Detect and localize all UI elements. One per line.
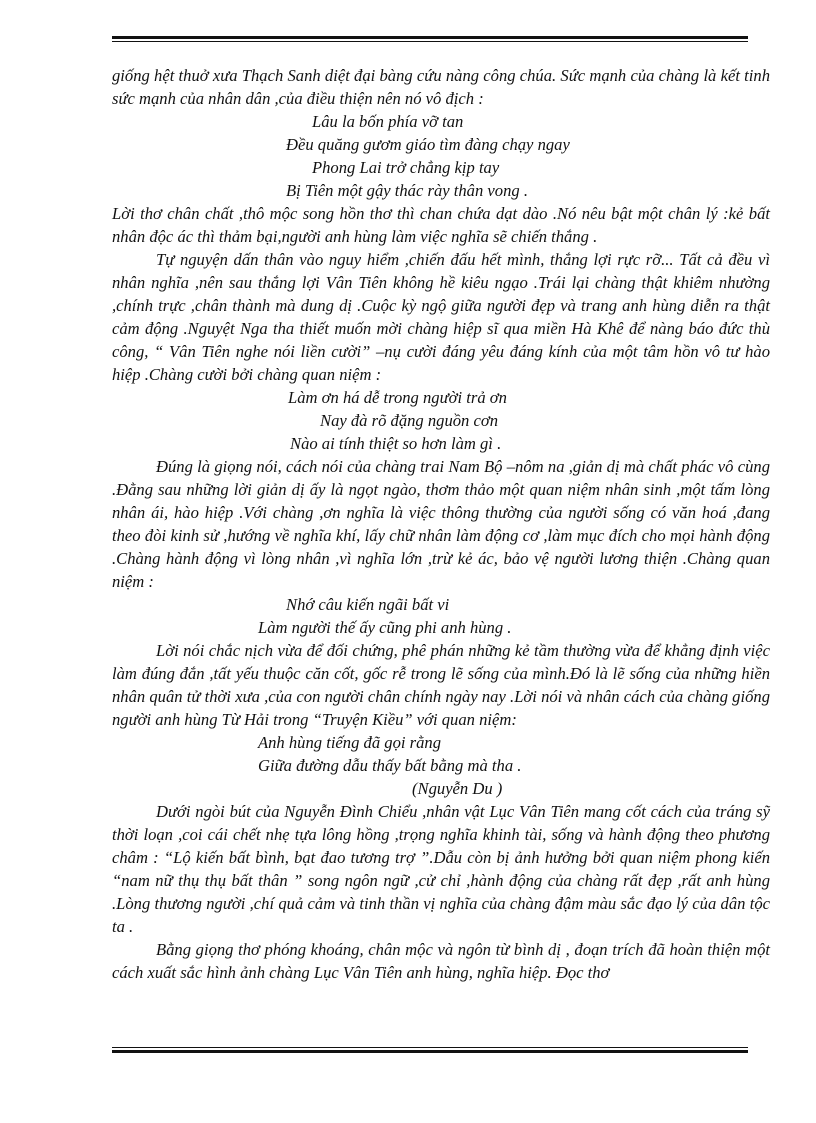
verse-line: Giữa đường dẫu thấy bất bằng mà tha . xyxy=(258,756,522,775)
verse-line: Lâu la bốn phía vỡ tan xyxy=(312,112,464,131)
verse-line: Nào ai tính thiệt so hơn làm gì . xyxy=(290,434,502,453)
footer-rule xyxy=(112,1047,748,1053)
verse-attribution: (Nguyễn Du ) xyxy=(412,779,503,798)
verse-line: Làm người thế ấy cũng phi anh hùng . xyxy=(258,618,512,637)
verse-line: Bị Tiên một gậy thác rày thân vong . xyxy=(286,181,528,200)
paragraph: giống hệt thuở xưa Thạch Sanh diệt đại bàng cứu nàng công chúa. Sức mạnh của chàng là kết tinh sức mạnh của nhân dân ,của điều thiện nên nó vô địch : xyxy=(112,66,770,108)
verse-line: Nay đà rõ đặng nguồn cơn xyxy=(320,411,499,430)
header-rule xyxy=(112,36,748,42)
paragraph: Tự nguyện dấn thân vào nguy hiểm ,chiến đấu hết mình, thắng lợi rực rỡ... Tất cả đều vì nhân nghĩa ,nên sau thắng lợi Vân Tiên không hề kiêu ngạo .Trái lại chàng thật khiêm nhường ,chính trực ,chân thành mà dung dị .Cuộc kỳ ngộ giữa người đẹp và trang anh hùng diễn ra thật cảm động .Nguyệt Nga tha thiết muốn mời chàng hiệp sĩ qua miền Hà Khê để nàng báo đức thù công, “ Vân Tiên nghe nói liền cười” –nụ cười đáng yêu đáng kính của một tâm hồn vô tư hào hiệp .Chàng cười bởi chàng quan niệm : xyxy=(112,250,770,384)
verse-line: Anh hùng tiếng đã gọi rằng xyxy=(258,733,441,752)
paragraph: Dưới ngòi bút của Nguyễn Đình Chiểu ,nhân vật Lục Vân Tiên mang cốt cách của tráng sỹ thời loạn ,coi cái chết nhẹ tựa lông hồng ,trọng nghĩa khinh tài, sống và hành động theo phương châm : “Lộ kiến bất bình, bạt đao tương trợ ”.Dẫu còn bị ảnh hưởng bởi quan niệm phong kiến “nam nữ thụ thụ bất thân ” song ngôn ngữ ,cử chỉ ,hành động của chàng rất đẹp ,rất anh hùng .Lòng thương người ,chí quả cảm và tinh thần vị nghĩa của chàng đậm màu sắc đạo lý của dân tộc ta . xyxy=(112,802,770,936)
verse-line: Phong Lai trở chẳng kịp tay xyxy=(312,158,500,177)
paragraph: Đúng là giọng nói, cách nói của chàng trai Nam Bộ –nôm na ,giản dị mà chất phác vô cùng .Đằng sau những lời giản dị ấy là ngọt ngào, thơm thảo một quan niệm nhân sinh ,một tấm lòng nhân ái, hào hiệp .Với chàng ,ơn nghĩa là việc thông thường của người sống có văn hoá ,đang theo đòi kinh sử ,hướng về nghĩa khí, lấy chữ nhân làm động cơ ,làm mục đích cho mọi hành động .Chàng hành động vì lòng nhân ,vì nghĩa lớn ,trừ kẻ ác, bảo vệ người lương thiện .Chàng quan niệm : xyxy=(112,457,770,591)
page-body xyxy=(112,64,770,984)
verse-line: Đều quăng gươm giáo tìm đàng chạy ngay xyxy=(286,135,570,154)
paragraph: Lời thơ chân chất ,thô mộc song hồn thơ thì chan chứa dạt dào .Nó nêu bật một chân lý :kẻ bất nhân độc ác thì thảm bại,người anh hùng làm việc nghĩa sẽ chiến thắng . xyxy=(112,204,770,246)
paragraph: Bằng giọng thơ phóng khoáng, chân mộc và ngôn từ bình dị , đoạn trích đã hoàn thiện một cách xuất sắc hình ảnh chàng Lục Vân Tiên anh hùng, nghĩa hiệp. Đọc thơ xyxy=(112,940,770,982)
paragraph: Lời nói chắc nịch vừa để đối chứng, phê phán những kẻ tầm thường vừa để khẳng định việc làm đúng đắn ,tất yếu thuộc căn cốt, gốc rễ trong lẽ sống của mình.Đó là lẽ sống của những hiền nhân quân tử thời xưa ,của con người chân chính ngày nay .Lời nói và nhân cách của chàng giống người anh hùng Từ Hải trong “Truyện Kiều” với quan niệm: xyxy=(112,641,770,729)
verse-line: Nhớ câu kiến ngãi bất vi xyxy=(286,595,450,614)
verse-line: Làm ơn há dễ trong người trả ơn xyxy=(288,388,507,407)
